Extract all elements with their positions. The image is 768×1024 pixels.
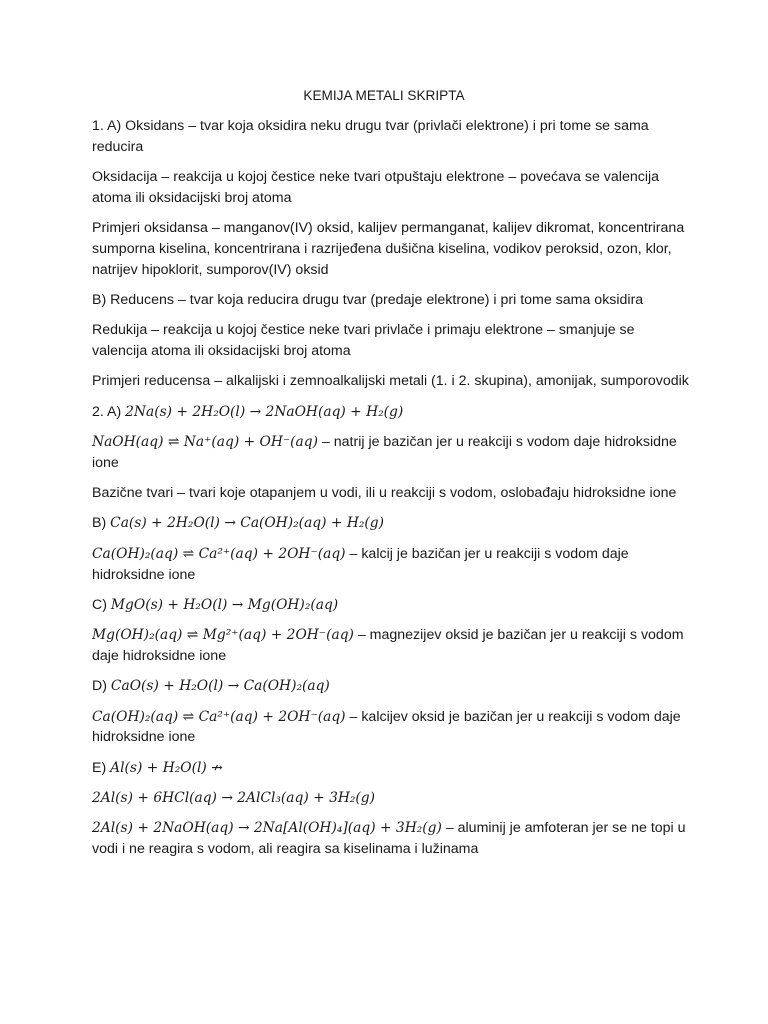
equation-2a [92, 402, 692, 423]
equation-prefix: D) [92, 678, 111, 695]
explanation-text: – aluminij je amfoteran jer se ne topi u vodi i ne reagira s vodom, ali reagira sa kiselinama i lužinama [92, 820, 686, 858]
explanation-text: – magnezijev oksid je bazičan jer u reakciji s vodom daje hidroksidne ione [92, 627, 684, 664]
explanation-text: – natrij je bazičan jer u reakciji s vodom daje hidroksidne ione [92, 434, 677, 471]
equation-2b [92, 513, 692, 534]
equation-2e [92, 758, 692, 779]
equation-mgo-water: MgO(s) + H₂O(l) → Mg(OH)₂(aq) [110, 596, 339, 613]
equation-2c [92, 595, 692, 616]
paragraph-primjeri-oksidansa: Primjeri oksidansa – manganov(IV) oksid, kalijev permanganat, kalijev dikromat, koncentrirana sumporna kiselina, koncentrirana i razrijeđena dušična kiselina, vodikov peroksid, ozon, klor, natrijev hipoklorit, sumporov(IV) oksid [92, 220, 685, 278]
explanation-text: – kalcij je bazičan jer u reakciji s vodom daje hidroksidne ione [92, 545, 629, 583]
equation-prefix: B) [92, 515, 111, 532]
equation-aluminium-water: Al(s) + H₂O(l) ↛ [110, 759, 223, 776]
equation-aluminium-hcl-line [92, 788, 692, 809]
equation-mgoh2-dissociation: Mg(OH)₂(aq) ⇌ Mg²⁺(aq) + 2OH⁻(aq) [92, 627, 354, 644]
equation-prefix: C) [92, 596, 111, 613]
equation-caoh2-dissociation: Ca(OH)₂(aq) ⇌ Ca²⁺(aq) + 2OH⁻(aq) [92, 708, 346, 725]
equation-caoh2-dissociation: Ca(OH)₂(aq) ⇌ Ca²⁺(aq) + 2OH⁻(aq) [92, 545, 346, 562]
ionization-2b [92, 544, 692, 586]
equation-prefix: 2. A) [92, 403, 126, 420]
paragraph-primjeri-reducensa: Primjeri reducensa – alkalijski i zemnoalkalijski metali (1. i 2. skupina), amonijak, sumporovodik [92, 373, 689, 390]
paragraph-redukcija: Redukija – reakcija u kojoj čestice neke tvari privlače i primaju elektrone – smanjuje se valencija atoma ili oksidacijski broj atoma [92, 322, 635, 360]
paragraph-bazicne-tvari: Bazične tvari – tvari koje otapanjem u vodi, ili u reakciji s vodom, oslobađaju hidroksidne ione [92, 485, 677, 502]
equation-sodium-water: 2Na(s) + 2H₂O(l) → 2NaOH(aq) + H₂(g) [125, 403, 404, 420]
equation-aluminium-naoh: 2Al(s) + 2NaOH(aq) → 2Na[Al(OH)₄](aq) + 3H₂(g) [92, 820, 442, 837]
paragraph-reducens: B) Reducens – tvar koja reducira drugu tvar (predaje elektrone) i pri tome sama oksidira [92, 292, 644, 309]
equation-calcium-water: Ca(s) + 2H₂O(l) → Ca(OH)₂(aq) + H₂(g) [110, 515, 384, 532]
equation-2d [92, 676, 692, 697]
equation-naoh-dissociation: NaOH(aq) ⇌ Na⁺(aq) + OH⁻(aq) [92, 434, 318, 451]
page-title: KEMIJA METALI SKRIPTA [303, 88, 465, 103]
document-body [92, 116, 692, 869]
equation-aluminium-naoh-line [92, 818, 692, 860]
paragraph-oksidans: 1. A) Oksidans – tvar koja oksidira neku drugu tvar (privlači elektrone) i pri tome se sama reducira [92, 118, 649, 155]
ionization-2a [92, 432, 692, 474]
ionization-2d [92, 707, 692, 749]
paragraph-oksidacija: Oksidacija – reakcija u kojoj čestice neke tvari otpuštaju elektrone – povećava se valencija atoma ili oksidacijski broj atoma [92, 169, 660, 206]
equation-cao-water: CaO(s) + H₂O(l) → Ca(OH)₂(aq) [110, 678, 330, 695]
ionization-2c [92, 625, 692, 667]
equation-aluminium-hcl: 2Al(s) + 6HCl(aq) → 2AlCl₃(aq) + 3H₂(g) [92, 789, 376, 806]
explanation-text: – kalcijev oksid je bazičan jer u reakciji s vodom daje hidroksidne ione [92, 708, 681, 746]
equation-prefix: E) [92, 759, 111, 776]
